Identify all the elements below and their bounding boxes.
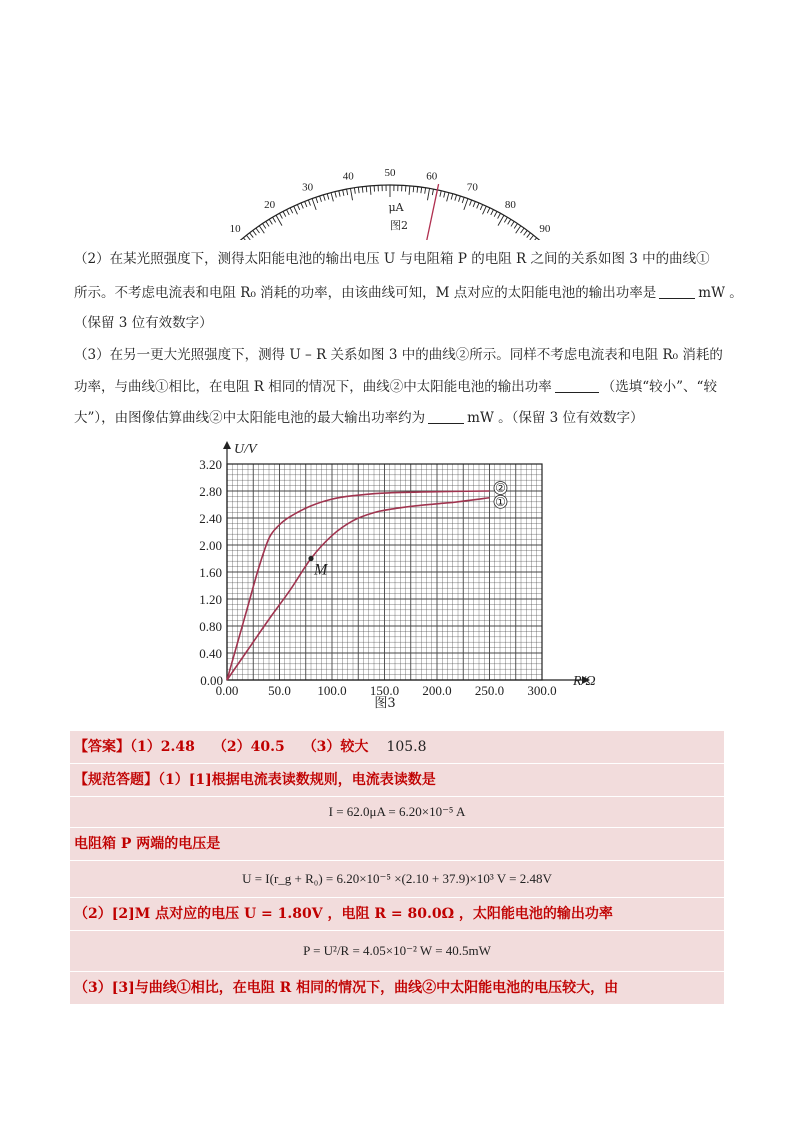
question-2-unit: mW 。 [698, 285, 743, 301]
dial-tick [477, 203, 479, 209]
answer-blank [659, 284, 695, 299]
dial-tick [320, 196, 322, 202]
equation-1: I = 62.0μA = 6.20×10⁻⁵ A [70, 797, 724, 828]
y-axis-arrow [223, 441, 231, 449]
ammeter-figure [200, 95, 580, 240]
dial-label: 90 [539, 222, 551, 235]
answer-1: （1）2.48 [130, 739, 195, 755]
explain-step-2: 电阻箱 P 两端的电压是 [70, 828, 724, 861]
dial-tick [447, 193, 449, 202]
dial-tick [347, 189, 348, 195]
dial-tick [487, 208, 490, 213]
dial-tick [470, 200, 472, 206]
dial-tick [362, 187, 363, 193]
explain-label: 【规范答题】 [74, 772, 158, 788]
dial-tick [263, 224, 266, 229]
dial-tick [327, 194, 329, 200]
dial-tick [451, 194, 453, 200]
dial-tick [425, 188, 426, 194]
answer-row [70, 731, 724, 764]
dial-tick [323, 195, 325, 201]
dial-tick [421, 187, 422, 193]
dial-tick [524, 230, 528, 235]
dial-tick [283, 211, 286, 216]
series-label: ① [495, 494, 506, 509]
dial-label: 80 [504, 198, 516, 211]
dial-tick [494, 211, 497, 216]
dial-tick [370, 186, 371, 195]
dial-tick [480, 204, 482, 209]
equation-2: U = I(r_g + R₀) = 6.20×10⁻⁵ ×(2.10 + 37.9)×10³ V = 2.48V [70, 861, 724, 898]
question-2-line-2 [74, 283, 743, 303]
dial-tick [444, 192, 445, 198]
point-m-label: M [314, 561, 328, 579]
question-3-line-2 [74, 377, 717, 397]
dial-label: 40 [342, 170, 354, 183]
point-m [308, 556, 313, 561]
y-tick-label: 0.40 [199, 646, 222, 661]
dial-tick [440, 191, 441, 197]
x-tick-label: 0.00 [215, 683, 239, 698]
dial-tick [521, 228, 524, 233]
dial-tick [308, 200, 310, 206]
question-3-text-2: 大”），由图像估算曲线②中太阳能电池的最大输出功率约为 [74, 410, 426, 426]
dial-tick [527, 233, 531, 238]
y-tick-label: 0.80 [199, 619, 222, 634]
dial-tick [246, 235, 250, 240]
dial-tick [413, 186, 414, 192]
y-tick-label: 1.60 [199, 565, 222, 580]
x-axis-label: R/Ω [573, 674, 596, 689]
explain-row-1 [70, 764, 724, 797]
answer-blank [555, 378, 599, 393]
answer-block [70, 731, 724, 1005]
dial-label: 30 [302, 181, 314, 194]
dial-tick [280, 213, 283, 218]
dial-tick [305, 201, 307, 207]
dial-tick [530, 235, 534, 240]
answer-blank [428, 409, 464, 424]
dial-tick [483, 206, 487, 214]
x-tick-label: 150.0 [369, 683, 400, 698]
dial-tick [312, 199, 316, 210]
question-2-line-3: （保留 3 位有效数字） [74, 315, 213, 331]
answer-3: （3）较大 [302, 739, 369, 755]
dial-tick [427, 188, 429, 200]
u-r-chart-svg [180, 435, 620, 715]
dial-tick [343, 190, 344, 196]
question-2-line-1: （2）在某光照强度下，测得太阳能电池的输出电压 U 与电阻箱 P 的电阻 R 之间的关系如图 3 中的曲线① [74, 251, 710, 267]
answer-4: 105.8 [386, 739, 427, 755]
dial-tick [287, 210, 290, 215]
y-tick-label: 1.20 [199, 592, 222, 607]
explain-step-1: （1）[1]根据电流表读数规则，电流表读数是 [158, 772, 436, 788]
dial-tick [259, 226, 264, 233]
y-tick-label: 3.20 [199, 457, 222, 472]
u-r-chart [180, 435, 620, 715]
dial-tick [491, 210, 494, 215]
dial-tick [417, 187, 418, 193]
dial-label: 70 [466, 181, 478, 194]
dial-tick [339, 191, 340, 197]
y-tick-label: 2.00 [199, 538, 222, 553]
dial-tick [358, 187, 359, 193]
dial-label: 20 [264, 198, 276, 211]
dial-tick [462, 197, 464, 203]
dial-tick [508, 219, 511, 224]
dial-tick [464, 199, 468, 210]
dial-tick [409, 186, 410, 195]
series-label: ② [495, 481, 506, 495]
dial-tick [498, 213, 501, 218]
figure-caption: 图2 [390, 219, 408, 232]
dial-tick [511, 221, 514, 226]
question-2-text: 所示。不考虑电流表和电阻 R₀ 消耗的功率，由该曲线可知，M 点对应的太阳能电池的输出功率是 [74, 285, 657, 301]
dial-label: 60 [426, 170, 438, 183]
y-tick-label: 2.40 [199, 511, 222, 526]
dial-tick [516, 226, 521, 233]
figure-caption: 图3 [374, 696, 396, 711]
dial-tick [354, 188, 355, 194]
x-tick-label: 100.0 [317, 683, 347, 698]
dial-pointer [415, 184, 439, 240]
explain-step-3: （2）[2]M 点对应的电压 U = 1.80V ，电阻 R = 80.0Ω ，太阳能电池的输出功率 [70, 898, 724, 931]
answer-2: （2）40.5 [212, 739, 285, 755]
dial-tick [253, 230, 257, 235]
equation-3: P = U²/R = 4.05×10⁻² W = 40.5mW [70, 931, 724, 972]
dial-tick [366, 186, 367, 192]
dial-tick [269, 219, 272, 224]
dial-unit: μA [388, 201, 404, 214]
y-tick-label: 0.00 [200, 673, 223, 688]
question-3-unit: mW 。（保留 3 位有效数字） [467, 410, 644, 426]
answer-label: 【答案】 [74, 739, 130, 755]
dial-tick [335, 192, 336, 198]
dial-tick [455, 195, 457, 201]
dial-tick [266, 221, 269, 226]
question-3-text: 功率，与曲线①相比，在电阻 R 相同的情况下，曲线②中太阳能电池的输出功率 [74, 379, 552, 395]
question-3-line-3 [74, 408, 644, 428]
x-tick-label: 50.0 [268, 683, 291, 698]
ammeter-dial [200, 95, 580, 240]
x-tick-label: 300.0 [527, 683, 557, 698]
dial-tick [316, 197, 318, 203]
dial-tick [297, 204, 299, 209]
y-axis-label: U/V [234, 442, 257, 457]
dial-tick [256, 228, 259, 233]
dial-tick [473, 201, 475, 207]
explain-step-4: （3）[3]与曲线①相比，在电阻 R 相同的情况下，曲线②中太阳能电池的电压较大，由 [70, 972, 724, 1005]
dial-tick [350, 188, 352, 200]
dial-tick [294, 206, 298, 214]
dial-tick [432, 189, 433, 195]
dial-tick [459, 196, 461, 202]
dial-tick [504, 217, 507, 222]
question-3-option: （选填“较小”、“较 [601, 379, 717, 395]
dial-label: 50 [384, 167, 396, 179]
x-tick-label: 200.0 [422, 683, 452, 698]
x-tick-label: 250.0 [474, 683, 505, 698]
dial-label: 10 [229, 222, 241, 235]
dial-tick [290, 208, 293, 213]
dial-tick [331, 193, 333, 202]
dial-tick [514, 224, 517, 229]
dial-tick [301, 203, 303, 209]
question-3-line-1: （3）在另一更大光照强度下，测得 U – R 关系如图 3 中的曲线②所示。同样不考虑电流表和电阻 R₀ 消耗的 [74, 347, 723, 363]
dial-tick [250, 233, 254, 238]
dial-tick [273, 217, 276, 222]
y-tick-label: 2.80 [199, 484, 222, 499]
